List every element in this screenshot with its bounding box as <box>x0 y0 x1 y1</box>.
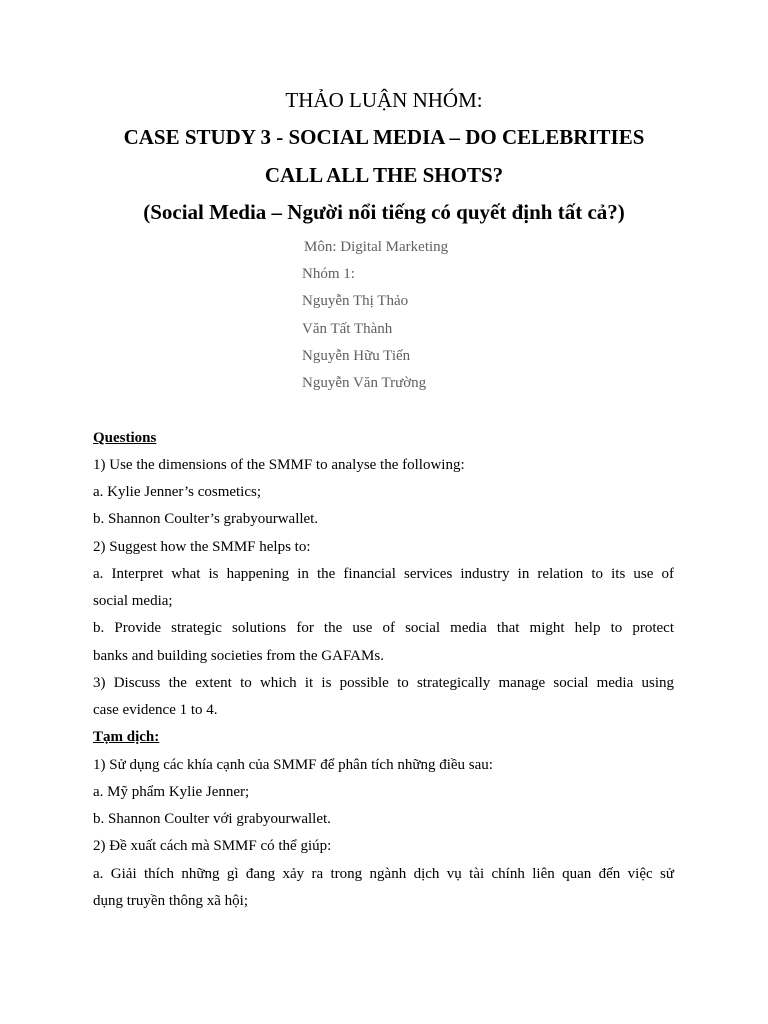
case-study-subtitle-vietnamese: (Social Media – Người nổi tiếng có quyết định tất cả?) <box>143 200 625 224</box>
question-line: b. Provide strategic solutions for the use of social media that might help to protect <box>93 620 674 636</box>
member-name: Văn Tất Thành <box>302 321 393 337</box>
translation-line: a. Mỹ phẩm Kylie Jenner; <box>93 784 250 800</box>
translation-line: b. Shannon Coulter với grabyourwallet. <box>93 811 331 827</box>
group-discussion-title: THẢO LUẬN NHÓM: <box>285 88 483 112</box>
questions-heading: Questions <box>93 430 157 446</box>
question-line: 3) Discuss the extent to which it is possible to strategically manage social media using <box>93 675 674 691</box>
translation-line: a. Giải thích những gì đang xảy ra trong ngành dịch vụ tài chính liên quan đến việc sử <box>93 866 674 882</box>
translation-line: dụng truyền thông xã hội; <box>93 893 248 909</box>
question-line: b. Shannon Coulter’s grabyourwallet. <box>93 511 319 527</box>
question-line: banks and building societies from the GAFAMs. <box>93 648 384 664</box>
translation-line: 2) Đề xuất cách mà SMMF có thể giúp: <box>93 838 332 854</box>
question-line: social media; <box>93 593 173 609</box>
subject-label: Môn: Digital Marketing <box>304 239 449 255</box>
member-name: Nguyễn Thị Thảo <box>302 293 409 309</box>
case-study-title-continued: CALL ALL THE SHOTS? <box>264 163 504 187</box>
question-line: a. Interpret what is happening in the financial services industry in relation to its use of <box>93 566 674 582</box>
question-line: a. Kylie Jenner’s cosmetics; <box>93 484 262 500</box>
question-line: 1) Use the dimensions of the SMMF to analyse the following: <box>93 457 465 473</box>
question-line: case evidence 1 to 4. <box>93 702 218 718</box>
translation-heading: Tạm dịch: <box>93 729 160 745</box>
member-name: Nguyễn Văn Trường <box>302 375 427 391</box>
group-label: Nhóm 1: <box>302 266 355 282</box>
question-line: 2) Suggest how the SMMF helps to: <box>93 539 311 555</box>
member-name: Nguyễn Hữu Tiến <box>302 348 411 364</box>
case-study-title: CASE STUDY 3 - SOCIAL MEDIA – DO CELEBRITIES <box>123 125 645 149</box>
translation-line: 1) Sử dụng các khía cạnh của SMMF để phân tích những điều sau: <box>93 757 493 773</box>
